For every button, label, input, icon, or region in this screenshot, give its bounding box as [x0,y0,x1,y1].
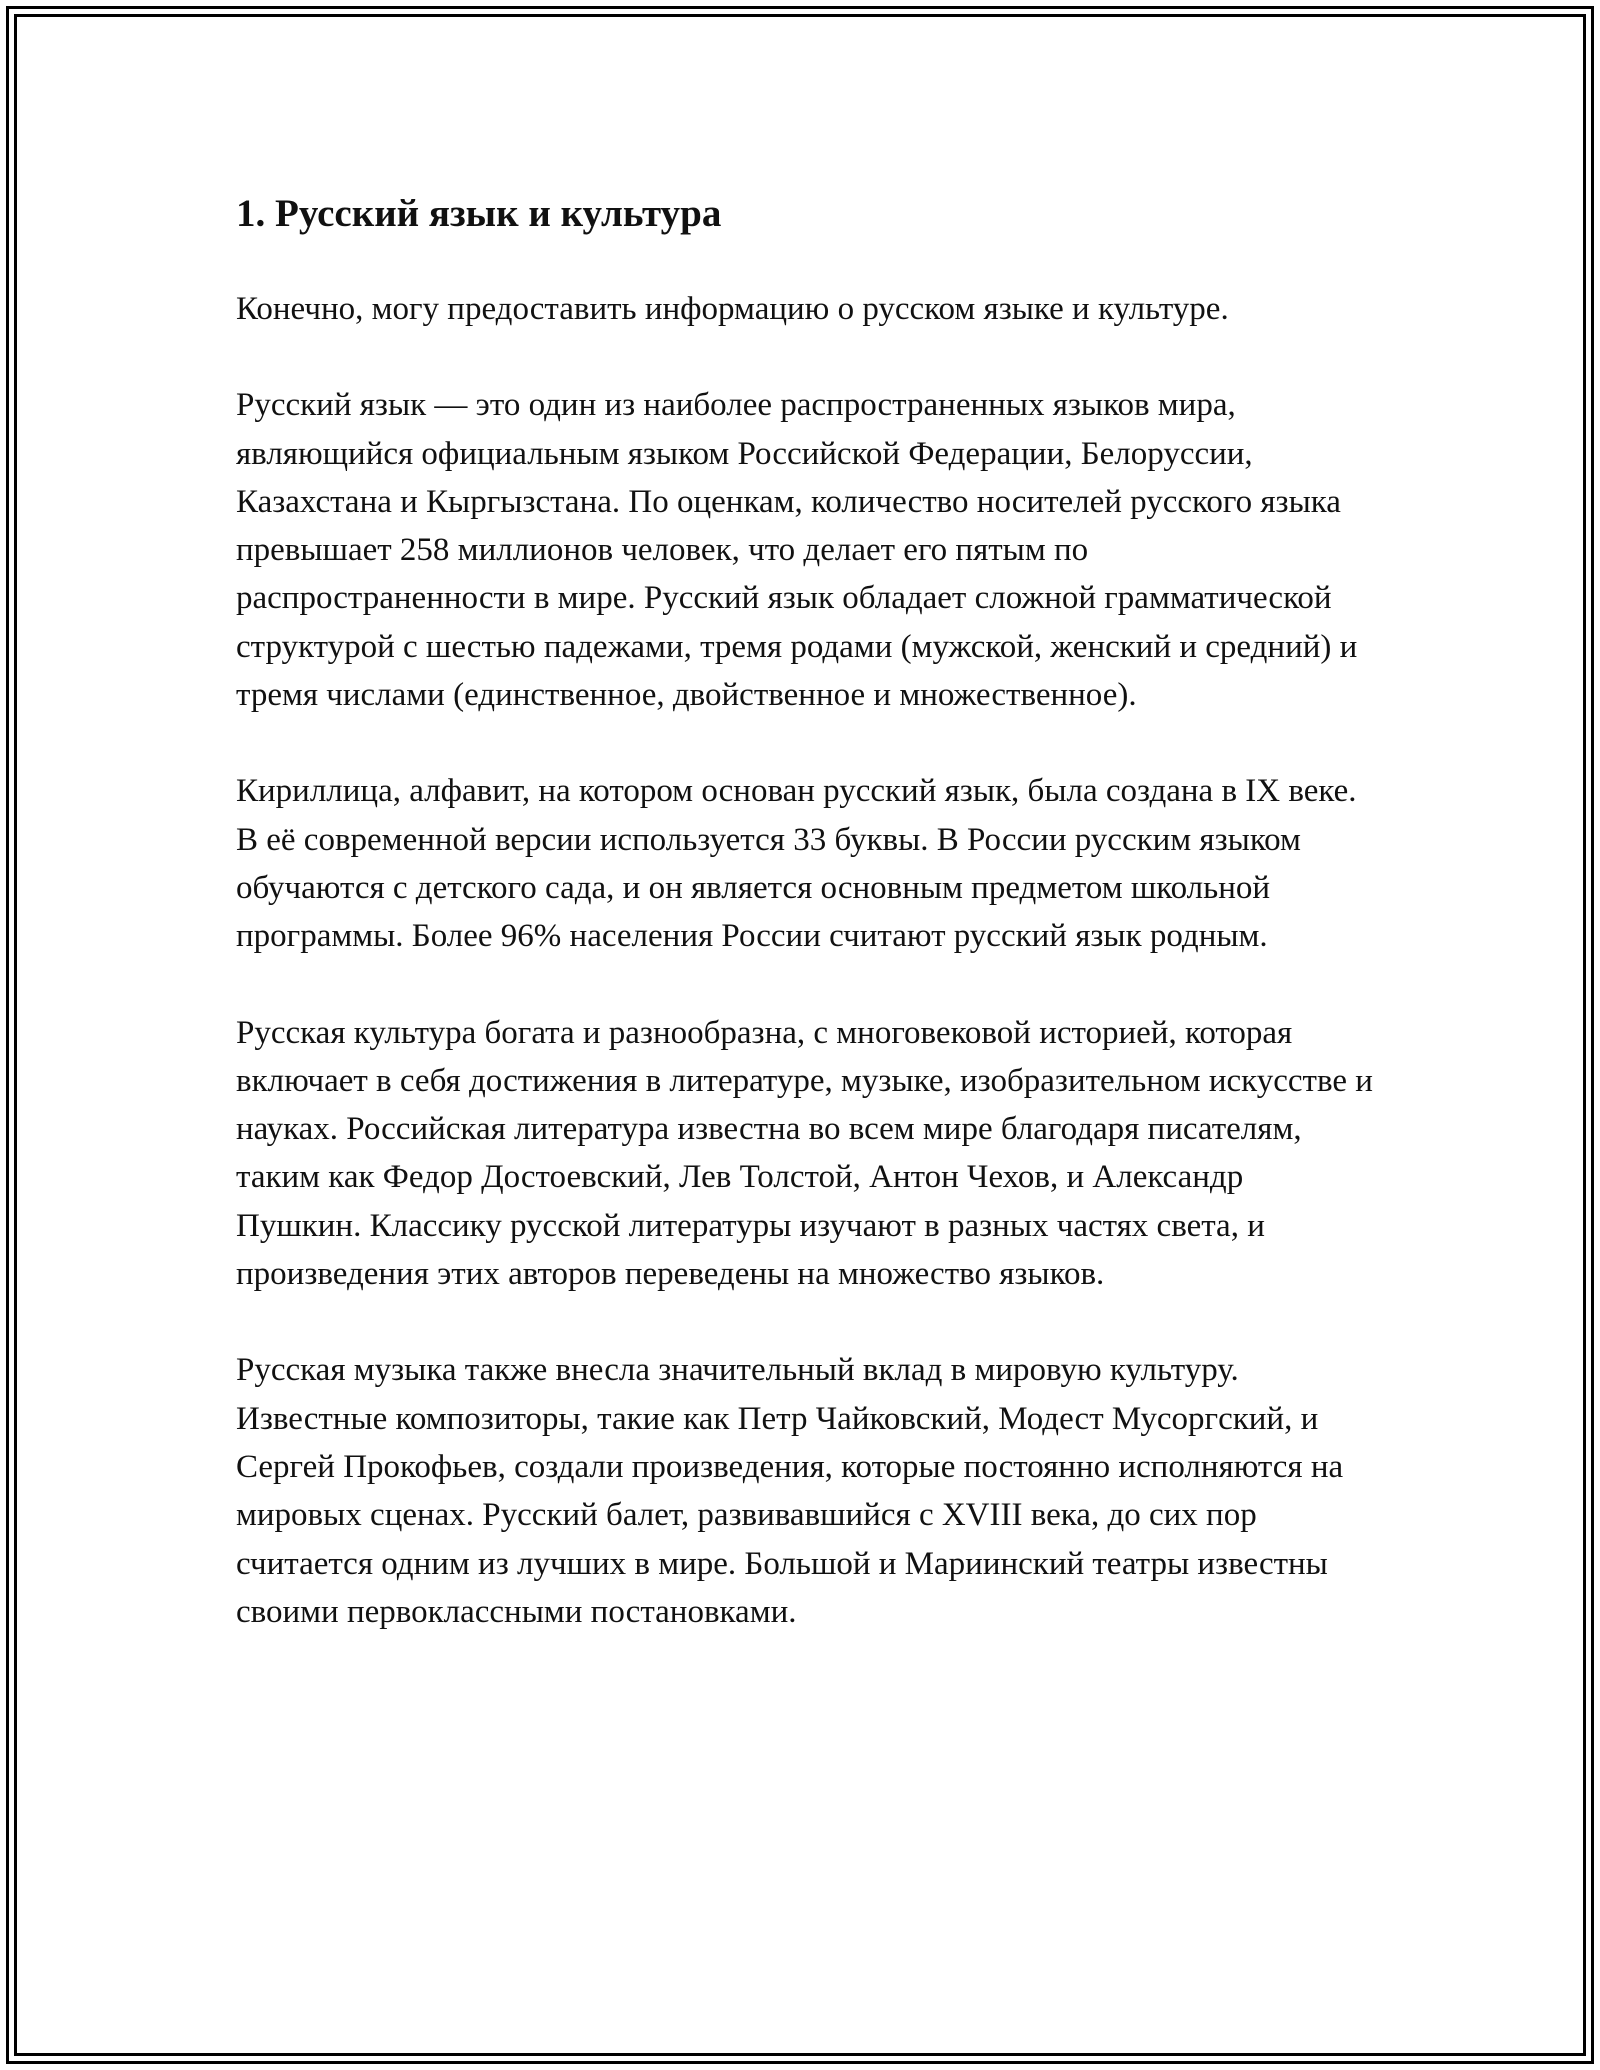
document-body [236,183,1376,1684]
music-paragraph: Русская музыка также внесла значительный вклад в мировую культуру. Известные композиторы, такие как Петр Чайковский, Модест Мусоргский, и Сергей Прокофьев, создали произведения, которые постоянно исполняются на мировых сценах. Русский балет, развивавшийся с XVIII века, до сих пор считается одним из лучших в мире. Большой и Мариинский театры известны своими первоклассными постановками. [236,1352,1344,1630]
intro-paragraph: Конечно, могу предоставить информацию о русском языке и культуре. [236,291,1229,327]
section-heading: 1. Русский язык и культура [236,192,722,235]
literature-paragraph: Русская культура богата и разнообразна, с многовековой историей, которая включает в себя достижения в литературе, музыке, изобразительном искусстве и науках. Российская литература известна во всем мире благодаря писателям, таким как Федор Достоевский, Лев Толстой, Антон Чехов, и Александр Пушкин. Классику русской литературы изучают в разных частях света, и произведения этих авторов переведены на множество языков. [236,1014,1373,1293]
alphabet-paragraph: Кириллица, алфавит, на котором основан русский язык, была создана в IX веке. В её современной версии используется 33 буквы. В России русским языком обучаются с детского сада, и он является основным предметом школьной программы. Более 96% населения России считают русский язык родным. [236,773,1357,955]
language-paragraph: Русский язык — это один из наиболее распространенных языков мира, являющийся официальным языком Российской Федерации, Белоруссии, Казахстана и Кыргызстана. По оценкам, количество носителей русского языка превышает 258 миллионов человек, что делает его пятым по распространенности в мире. Русский язык обладает сложной грамматической структурой с шестью падежами, тремя родами (мужской, женский и средний) и тремя числами (единственное, двойственное и множественное). [236,387,1358,714]
